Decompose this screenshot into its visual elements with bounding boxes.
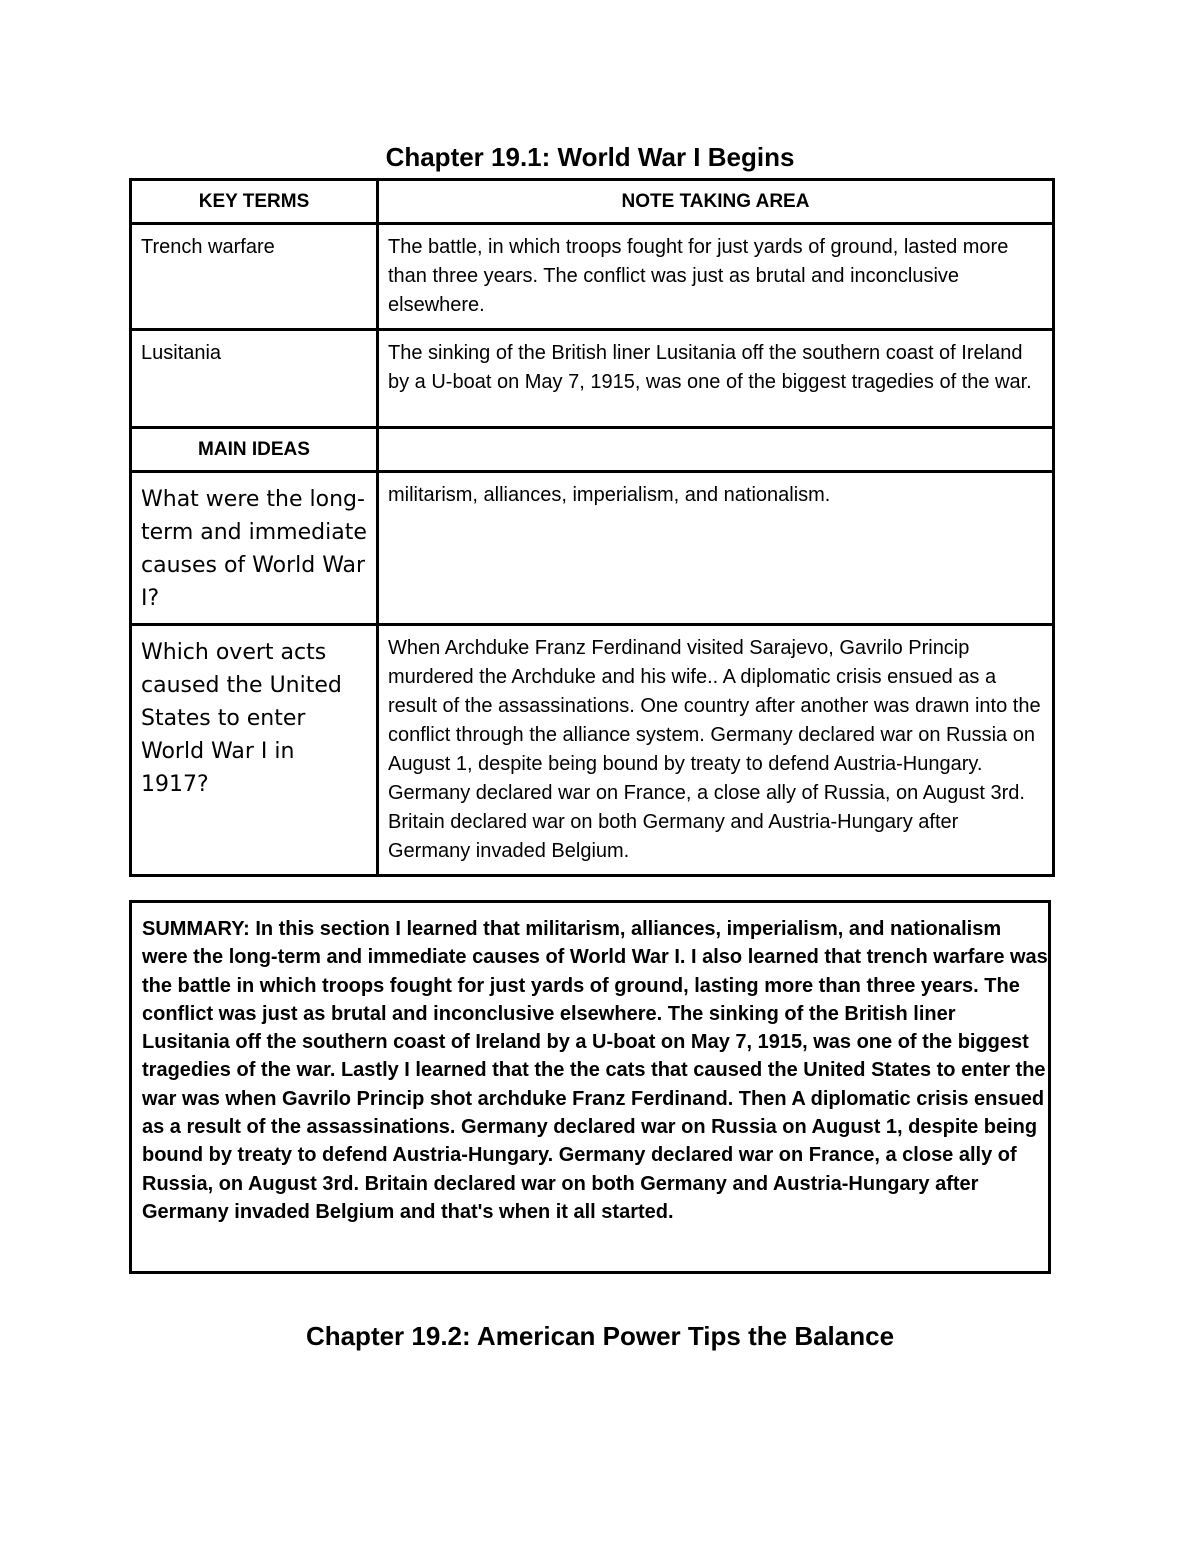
chapter-19-2-title: Chapter 19.2: American Power Tips the Balance: [305, 1321, 895, 1351]
note-lusitania: The sinking of the British liner Lusitania off the southern coast of Ireland by a U-boat on May 7, 1915, was one of the biggest tragedies of the war.: [388, 342, 1032, 393]
table-row: [131, 472, 1054, 625]
note-cell: [378, 224, 1054, 330]
main-ideas-header: MAIN IDEAS: [131, 428, 378, 472]
table-row: [131, 330, 1054, 428]
table-row: [131, 625, 1054, 876]
chapter-19-1-title: Chapter 19.1: World War I Begins: [385, 142, 795, 172]
empty-cell: [378, 428, 1054, 472]
question-overt-acts: Which overt acts caused the United States to enter World War I in 1917?: [141, 640, 342, 797]
answer-cell: [378, 472, 1054, 625]
main-ideas-row: [131, 428, 1054, 472]
note-trench-warfare: The battle, in which troops fought for just yards of ground, lasted more than three years. The conflict was just as brutal and inconclusive elsewhere.: [388, 236, 1009, 316]
answer-causes: militarism, alliances, imperialism, and nationalism.: [388, 484, 831, 506]
question-cell: [131, 625, 378, 876]
key-terms-header: KEY TERMS: [131, 180, 378, 224]
answer-cell: [378, 625, 1054, 876]
key-term-lusitania: Lusitania: [141, 342, 222, 364]
question-cell: [131, 472, 378, 625]
key-term-cell: [131, 330, 378, 428]
key-term-cell: [131, 224, 378, 330]
summary-box: SUMMARY: In this section I learned that militarism, alliances, imperialism, and nationalism were the long-term and immediate causes of World War I. I also learned that trench warfare was the battle in which troops fought for just yards of ground, lasting more than three years. The conflict was just as brutal and inconclusive elsewhere. The sinking of the British liner Lusitania off the southern coast of Ireland by a U-boat on May 7, 1915, was one of the biggest tragedies of the war. Lastly I learned that the the cats that caused the United States to enter the war was when Gavrilo Princip shot archduke Franz Ferdinand. Then A diplomatic crisis ensued as a result of the assassinations. Germany declared war on Russia on August 1, despite being bound by treaty to defend Austria-Hungary. Germany declared war on France, a close ally of Russia, on August 3rd. Britain declared war on both Germany and Austria-Hungary after Germany invaded Belgium and that's when it all started.: [129, 900, 1051, 1274]
table-row: [131, 224, 1054, 330]
notes-table: [129, 178, 1055, 877]
question-causes: What were the long-term and immediate causes of World War I?: [141, 487, 367, 611]
note-cell: [378, 330, 1054, 428]
note-taking-header: NOTE TAKING AREA: [378, 180, 1054, 224]
table-header-row: [131, 180, 1054, 224]
key-term-trench-warfare: Trench warfare: [141, 236, 275, 258]
answer-overt-acts: When Archduke Franz Ferdinand visited Sarajevo, Gavrilo Princip murdered the Archduke and his wife.. A diplomatic crisis ensued as a result of the assassinations. One country after another was drawn into the conflict through the alliance system. Germany declared war on Russia on August 1, despite being bound by treaty to defend Austria-Hungary. Germany declared war on France, a close ally of Russia, on August 3rd. Britain declared war on both Germany and Austria-Hungary after Germany invaded Belgium.: [388, 637, 1041, 862]
